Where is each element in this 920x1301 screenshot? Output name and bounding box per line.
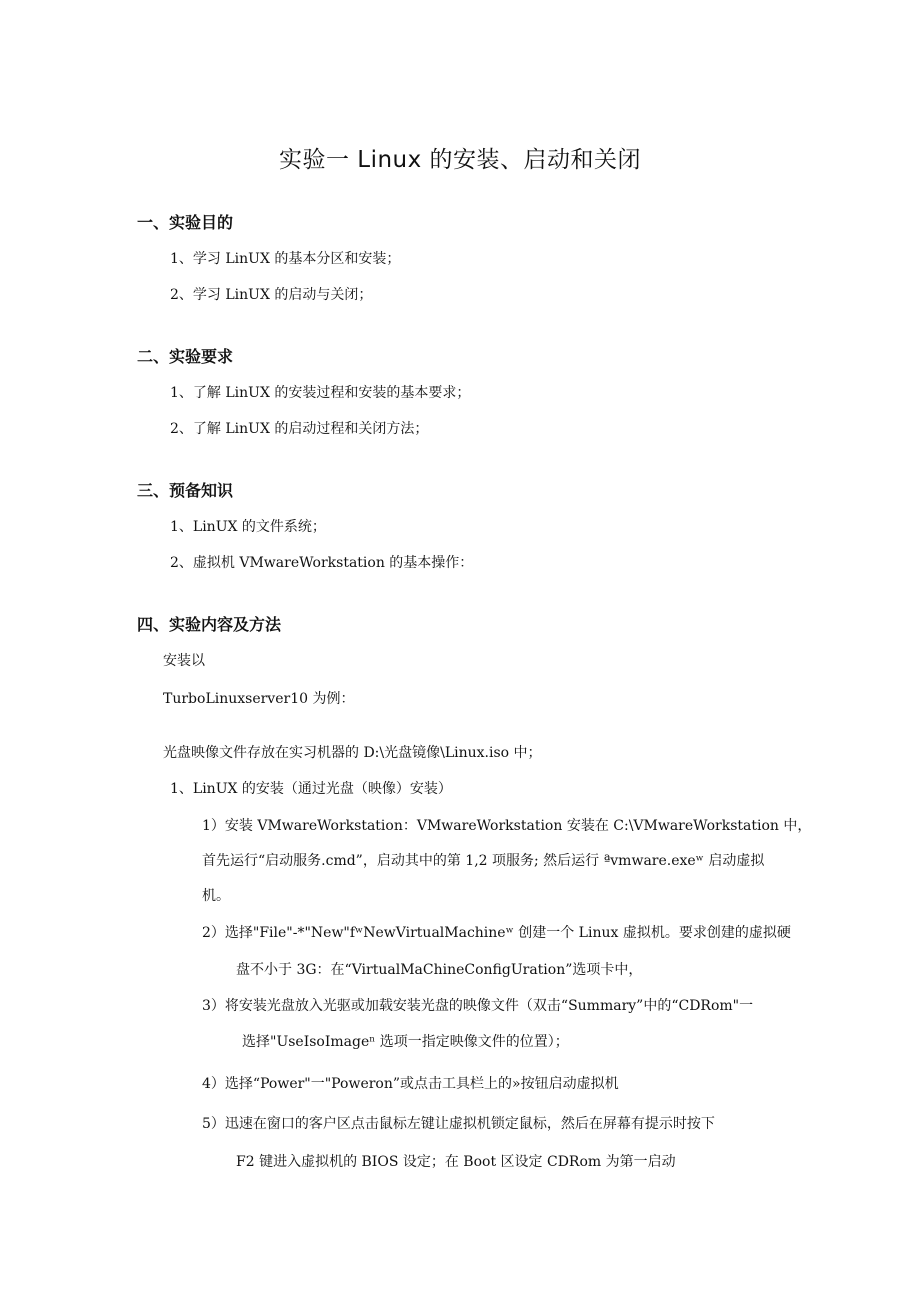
list-item: 2、了解 LinUX 的启动过程和关闭方法； (170, 421, 429, 437)
list-item: 1、LinUX 的文件系统； (170, 519, 326, 535)
paragraph: TurboLinuxserver10 为例： (163, 691, 355, 707)
paragraph: 1、LinUX 的安装（通过光盘（映像）安装） (170, 781, 452, 797)
step-line: 3）将安装光盘放入光驱或加载安装光盘的映像文件（双击“Summary”中的“CDRom"一 (202, 998, 754, 1014)
step-line: 5）迅速在窗口的客户区点击鼠标左键让虚拟机锁定鼠标，然后在屏幕有提示时按下 (202, 1116, 715, 1132)
list-item: 1、了解 LinUX 的安装过程和安装的基本要求； (170, 385, 471, 401)
step-line: 首先运行“启动服务.cmd”，启动其中的第 1,2 项服务; 然后运行 ªvmware.exeʷ 启动虚拟 (202, 853, 765, 869)
page-title: 实验一 Linux 的安装、启动和关闭 (278, 147, 642, 173)
list-item: 2、虚拟机 VMwareWorkstation 的基本操作： (170, 555, 474, 571)
section-heading: 三、预备知识 (137, 481, 234, 500)
section-heading: 一、实验目的 (137, 213, 234, 232)
step-line: 机。 (202, 888, 230, 904)
step-line: 1）安装 VMwareWorkstation：VMwareWorkstation 安装在 C:\VMwareWorkstation 中， (202, 818, 812, 834)
step-line: F2 键进入虚拟机的 BIOS 设定；在 Boot 区设定 CDRom 为第一启动 (236, 1154, 676, 1170)
paragraph: 安装以 (163, 653, 205, 669)
step-line: 2）选择"File"-*"New"fʷNewVirtualMachineʷ 创建一个 Linux 虚拟机。要求创建的虚拟硬 (202, 925, 791, 941)
paragraph: 光盘映像文件存放在实习机器的 D:\光盘镜像\Linux.iso 中； (163, 745, 542, 761)
list-item: 1、学习 LinUX 的基本分区和安装； (170, 251, 401, 267)
section-heading: 二、实验要求 (137, 347, 234, 366)
section-heading: 四、实验内容及方法 (137, 615, 282, 634)
step-line: 盘不小于 3G：在“VirtualMaChineConfigUration”选项卡中， (236, 962, 643, 978)
list-item: 2、学习 LinUX 的启动与关闭； (170, 287, 373, 303)
step-line: 4）选择“Power"一"Poweron”或点击工具栏上的»按钮启动虚拟机 (202, 1076, 619, 1092)
step-line: 选择"UseIsoImageⁿ 选项一指定映像文件的位置）； (242, 1034, 569, 1050)
